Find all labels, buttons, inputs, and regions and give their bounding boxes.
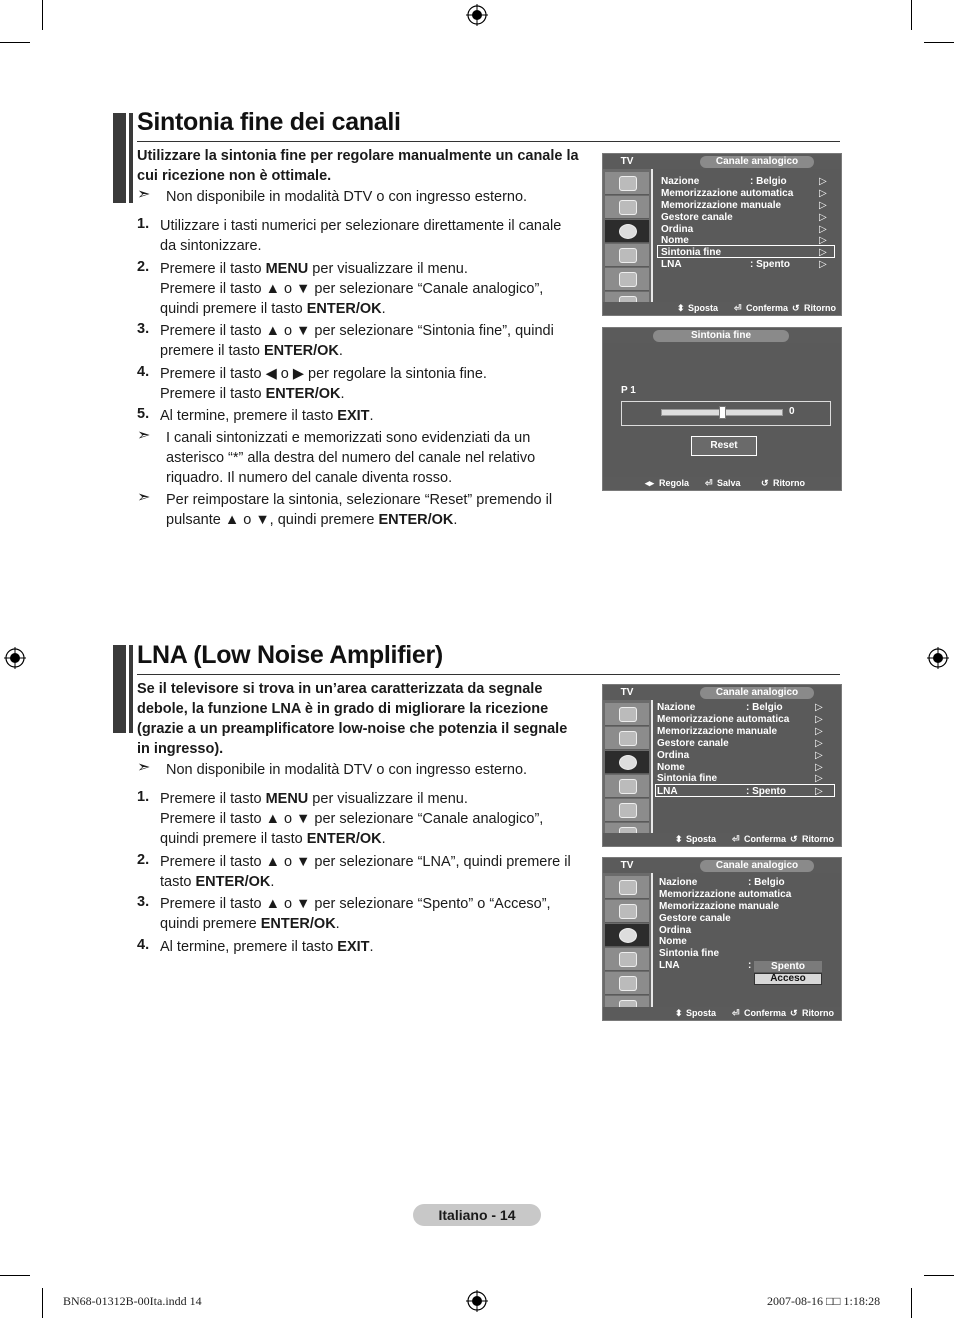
menu-item[interactable]: LNA <box>659 960 680 971</box>
menu-item[interactable]: Sintonia fine <box>661 247 721 258</box>
crop-mark <box>42 0 43 30</box>
menu-header: Canale analogico <box>700 687 814 699</box>
menu-item[interactable]: LNA <box>657 786 678 797</box>
registration-mark-icon <box>466 1290 488 1312</box>
menu-value: : Spento <box>750 259 790 270</box>
menu-footer <box>603 1007 841 1020</box>
menu-item[interactable]: Nome <box>661 235 689 246</box>
step-text: Premere il tasto ▲ o ▼ per selezionare “Spento” o “Acceso”, quindi premere ENTER/OK. <box>160 896 551 932</box>
return-icon: ↺ <box>761 478 769 488</box>
footer-return: Ritorno <box>773 478 805 488</box>
footer-return: Ritorno <box>802 1008 834 1018</box>
crop-mark <box>911 0 912 30</box>
return-icon: ↺ <box>790 1008 798 1018</box>
tv-label: TV <box>620 687 634 698</box>
menu-value: : Spento <box>746 786 786 797</box>
tv-label: TV <box>620 860 634 871</box>
sound-icon[interactable] <box>605 727 649 750</box>
setup-icon[interactable] <box>605 948 649 971</box>
menu-item[interactable]: Gestore canale <box>661 212 733 223</box>
page-number: Italiano - 14 <box>413 1204 541 1226</box>
footer-move: Sposta <box>686 1008 717 1018</box>
menu-item[interactable]: Gestore canale <box>659 913 731 924</box>
arrow-right-icon: ▷ <box>819 176 827 187</box>
section-intro: Utilizzare la sintonia fine per regolare manualmente un canale la cui ricezione non è ottimale. <box>137 148 579 184</box>
arrow-right-icon: ▷ <box>819 235 827 246</box>
updown-icon: ⬍ <box>677 303 685 313</box>
arrow-right-icon: ▷ <box>819 259 827 270</box>
menu-item[interactable]: Nazione <box>659 877 698 888</box>
menu-item[interactable]: Sintonia fine <box>657 773 717 784</box>
arrow-right-icon: ▷ <box>819 247 827 258</box>
crop-mark <box>924 1275 954 1276</box>
updown-icon: ⬍ <box>675 1008 683 1018</box>
file-slug: BN68-01312B-00Ita.indd 14 <box>63 1294 202 1308</box>
note-arrow-icon: ➣ <box>137 759 151 776</box>
return-icon: ↺ <box>790 834 798 844</box>
registration-mark-icon <box>4 647 26 669</box>
arrow-right-icon: ▷ <box>815 773 823 784</box>
slider-handle[interactable] <box>719 406 726 419</box>
menu-item[interactable]: Memorizzazione automatica <box>659 889 792 900</box>
footer-move: Sposta <box>686 834 717 844</box>
menu-footer <box>603 833 841 846</box>
sound-icon[interactable] <box>605 196 649 219</box>
leftright-icon: ◂▸ <box>645 478 655 488</box>
step-number: 5. <box>137 406 150 422</box>
input-icon[interactable] <box>605 972 649 995</box>
step-number: 1. <box>137 216 150 232</box>
menu-item[interactable]: Ordina <box>659 925 692 936</box>
step-number: 4. <box>137 937 150 953</box>
step-text: Premere il tasto ◀ o ▶ per regolare la sintonia fine. Premere il tasto ENTER/OK. <box>160 366 487 402</box>
channel-icon[interactable] <box>605 924 649 947</box>
section-title: LNA (Low Noise Amplifier) <box>137 641 443 669</box>
arrow-right-icon: ▷ <box>815 726 823 737</box>
picture-icon[interactable] <box>605 172 649 195</box>
note-text: I canali sintonizzati e memorizzati sono evidenziati da un asterisco “*” alla destra del numero del canale nel relativo riquadro. Il numero del canale diventa rosso. <box>166 430 536 486</box>
channel-icon[interactable] <box>605 751 649 774</box>
footer-return: Ritorno <box>802 834 834 844</box>
menu-value: : Belgio <box>748 877 785 888</box>
crop-mark <box>42 1288 43 1318</box>
note-text: Non disponibile in modalità DTV o con ingresso esterno. <box>166 762 528 778</box>
footer-confirm: Conferma <box>744 1008 787 1018</box>
crop-mark <box>0 42 30 43</box>
registration-mark-icon <box>466 4 488 26</box>
option-acceso[interactable]: Acceso <box>754 973 822 985</box>
menu-value: : Belgio <box>750 176 787 187</box>
arrow-right-icon: ▷ <box>815 738 823 749</box>
menu-item[interactable]: LNA <box>661 259 682 270</box>
enter-icon: ⏎ <box>732 834 740 844</box>
enter-icon: ⏎ <box>705 478 713 488</box>
fine-tune-value: 0 <box>789 406 795 417</box>
menu-item[interactable]: Nazione <box>657 702 696 713</box>
arrow-right-icon: ▷ <box>819 188 827 199</box>
sound-icon[interactable] <box>605 900 649 923</box>
tv-label: TV <box>620 156 634 167</box>
step-text: Premere il tasto MENU per visualizzare il menu. Premere il tasto ▲ o ▼ per selezionare “Canale analogico”, quindi premere il tasto ENTER/OK. <box>160 261 544 317</box>
picture-icon[interactable] <box>605 876 649 899</box>
title-rule <box>137 674 840 675</box>
channel-number: P 1 <box>621 385 636 396</box>
section-bar <box>129 645 133 733</box>
footer-return: Ritorno <box>804 303 836 313</box>
step-number: 3. <box>137 894 150 910</box>
fine-tune-screen <box>602 327 842 491</box>
menu-item[interactable]: Sintonia fine <box>659 948 719 959</box>
footer-adjust: Regola <box>659 478 690 488</box>
menu-selection <box>655 784 835 797</box>
input-icon[interactable] <box>605 268 649 291</box>
note-text: Non disponibile in modalità DTV o con ingresso esterno. <box>166 189 528 205</box>
arrow-right-icon: ▷ <box>815 786 823 797</box>
menu-item[interactable]: Ordina <box>661 224 694 235</box>
section-bar <box>113 645 126 733</box>
input-icon[interactable] <box>605 799 649 822</box>
arrow-right-icon: ▷ <box>819 224 827 235</box>
section-intro: Se il televisore si trova in un’area caratterizzata da segnale debole, la funzione LNA è in grado di migliorare la ricezione (grazie a un preamplificatore low-noise che potenzia il segnale in ingresso). <box>137 681 568 757</box>
step-text: Utilizzare i tasti numerici per selezionare direttamente il canale da sintonizzare. <box>160 218 562 254</box>
note-arrow-icon: ➣ <box>137 489 151 506</box>
step-text: Premere il tasto ▲ o ▼ per selezionare “Sintonia fine”, quindi premere il tasto ENTER/OK. <box>160 323 554 359</box>
menu-header: Canale analogico <box>700 156 814 168</box>
date-slug: 2007-08-16 □□ 1:18:28 <box>767 1294 881 1308</box>
title-rule <box>137 141 840 142</box>
menu-item[interactable]: Memorizzazione automatica <box>661 188 794 199</box>
crop-mark <box>0 1275 30 1276</box>
step-text: Premere il tasto ▲ o ▼ per selezionare “LNA”, quindi premere il tasto ENTER/OK. <box>160 854 571 890</box>
crop-mark <box>924 42 954 43</box>
menu-sidebar <box>603 169 651 302</box>
crop-mark <box>911 1288 912 1318</box>
menu-item[interactable]: Nazione <box>661 176 700 187</box>
tv-menu-screen <box>602 857 842 1021</box>
tv-menu-screen <box>602 153 842 316</box>
footer-save: Salva <box>717 478 741 488</box>
menu-item[interactable]: Memorizzazione automatica <box>657 714 790 725</box>
footer-confirm: Conferma <box>746 303 789 313</box>
registration-mark-icon <box>927 647 949 669</box>
setup-icon[interactable] <box>605 775 649 798</box>
menu-value: : Belgio <box>746 702 783 713</box>
step-number: 3. <box>137 321 150 337</box>
step-number: 4. <box>137 364 150 380</box>
menu-item[interactable]: Memorizzazione manuale <box>661 200 782 211</box>
menu-item[interactable]: Ordina <box>657 750 690 761</box>
arrow-right-icon: ▷ <box>815 702 823 713</box>
menu-item[interactable]: Memorizzazione manuale <box>657 726 778 737</box>
picture-icon[interactable] <box>605 703 649 726</box>
enter-icon: ⏎ <box>732 1008 740 1018</box>
section-bar <box>129 113 133 203</box>
menu-value: : <box>748 960 752 971</box>
note-text: Per reimpostare la sintonia, selezionare “Reset” premendo il pulsante ▲ o ▼, quindi premere ENTER/OK. <box>166 492 553 528</box>
fine-tune-header: Sintonia fine <box>653 330 789 342</box>
return-icon: ↺ <box>792 303 800 313</box>
arrow-right-icon: ▷ <box>815 762 823 773</box>
step-number: 1. <box>137 789 150 805</box>
menu-item[interactable]: Gestore canale <box>657 738 729 749</box>
arrow-right-icon: ▷ <box>815 750 823 761</box>
menu-item[interactable]: Memorizzazione manuale <box>659 901 780 912</box>
menu-sidebar <box>603 700 651 833</box>
channel-icon[interactable] <box>605 220 649 243</box>
menu-footer <box>603 302 841 315</box>
arrow-right-icon: ▷ <box>819 200 827 211</box>
note-arrow-icon: ➣ <box>137 186 151 203</box>
menu-item[interactable]: Nome <box>659 936 687 947</box>
tv-menu-screen <box>602 684 842 847</box>
step-number: 2. <box>137 852 150 868</box>
step-text: Premere il tasto MENU per visualizzare il menu. Premere il tasto ▲ o ▼ per selezionare “Canale analogico”, quindi premere il tasto ENTER/OK. <box>160 791 544 847</box>
section-title: Sintonia fine dei canali <box>137 108 401 136</box>
menu-header: Canale analogico <box>700 860 814 872</box>
step-text: Al termine, premere il tasto EXIT. <box>160 939 374 955</box>
setup-icon[interactable] <box>605 244 649 267</box>
section-bar <box>113 113 126 203</box>
arrow-right-icon: ▷ <box>819 212 827 223</box>
menu-item[interactable]: Nome <box>657 762 685 773</box>
arrow-right-icon: ▷ <box>815 714 823 725</box>
step-number: 2. <box>137 259 150 275</box>
option-spento[interactable]: Spento <box>754 961 822 972</box>
footer-move: Sposta <box>688 303 719 313</box>
menu-sidebar <box>603 873 651 1007</box>
menu-footer <box>603 477 841 490</box>
footer-confirm: Conferma <box>744 834 787 844</box>
updown-icon: ⬍ <box>675 834 683 844</box>
note-arrow-icon: ➣ <box>137 427 151 444</box>
reset-button[interactable]: Reset <box>691 436 757 456</box>
step-text: Al termine, premere il tasto EXIT. <box>160 408 374 424</box>
enter-icon: ⏎ <box>734 303 742 313</box>
